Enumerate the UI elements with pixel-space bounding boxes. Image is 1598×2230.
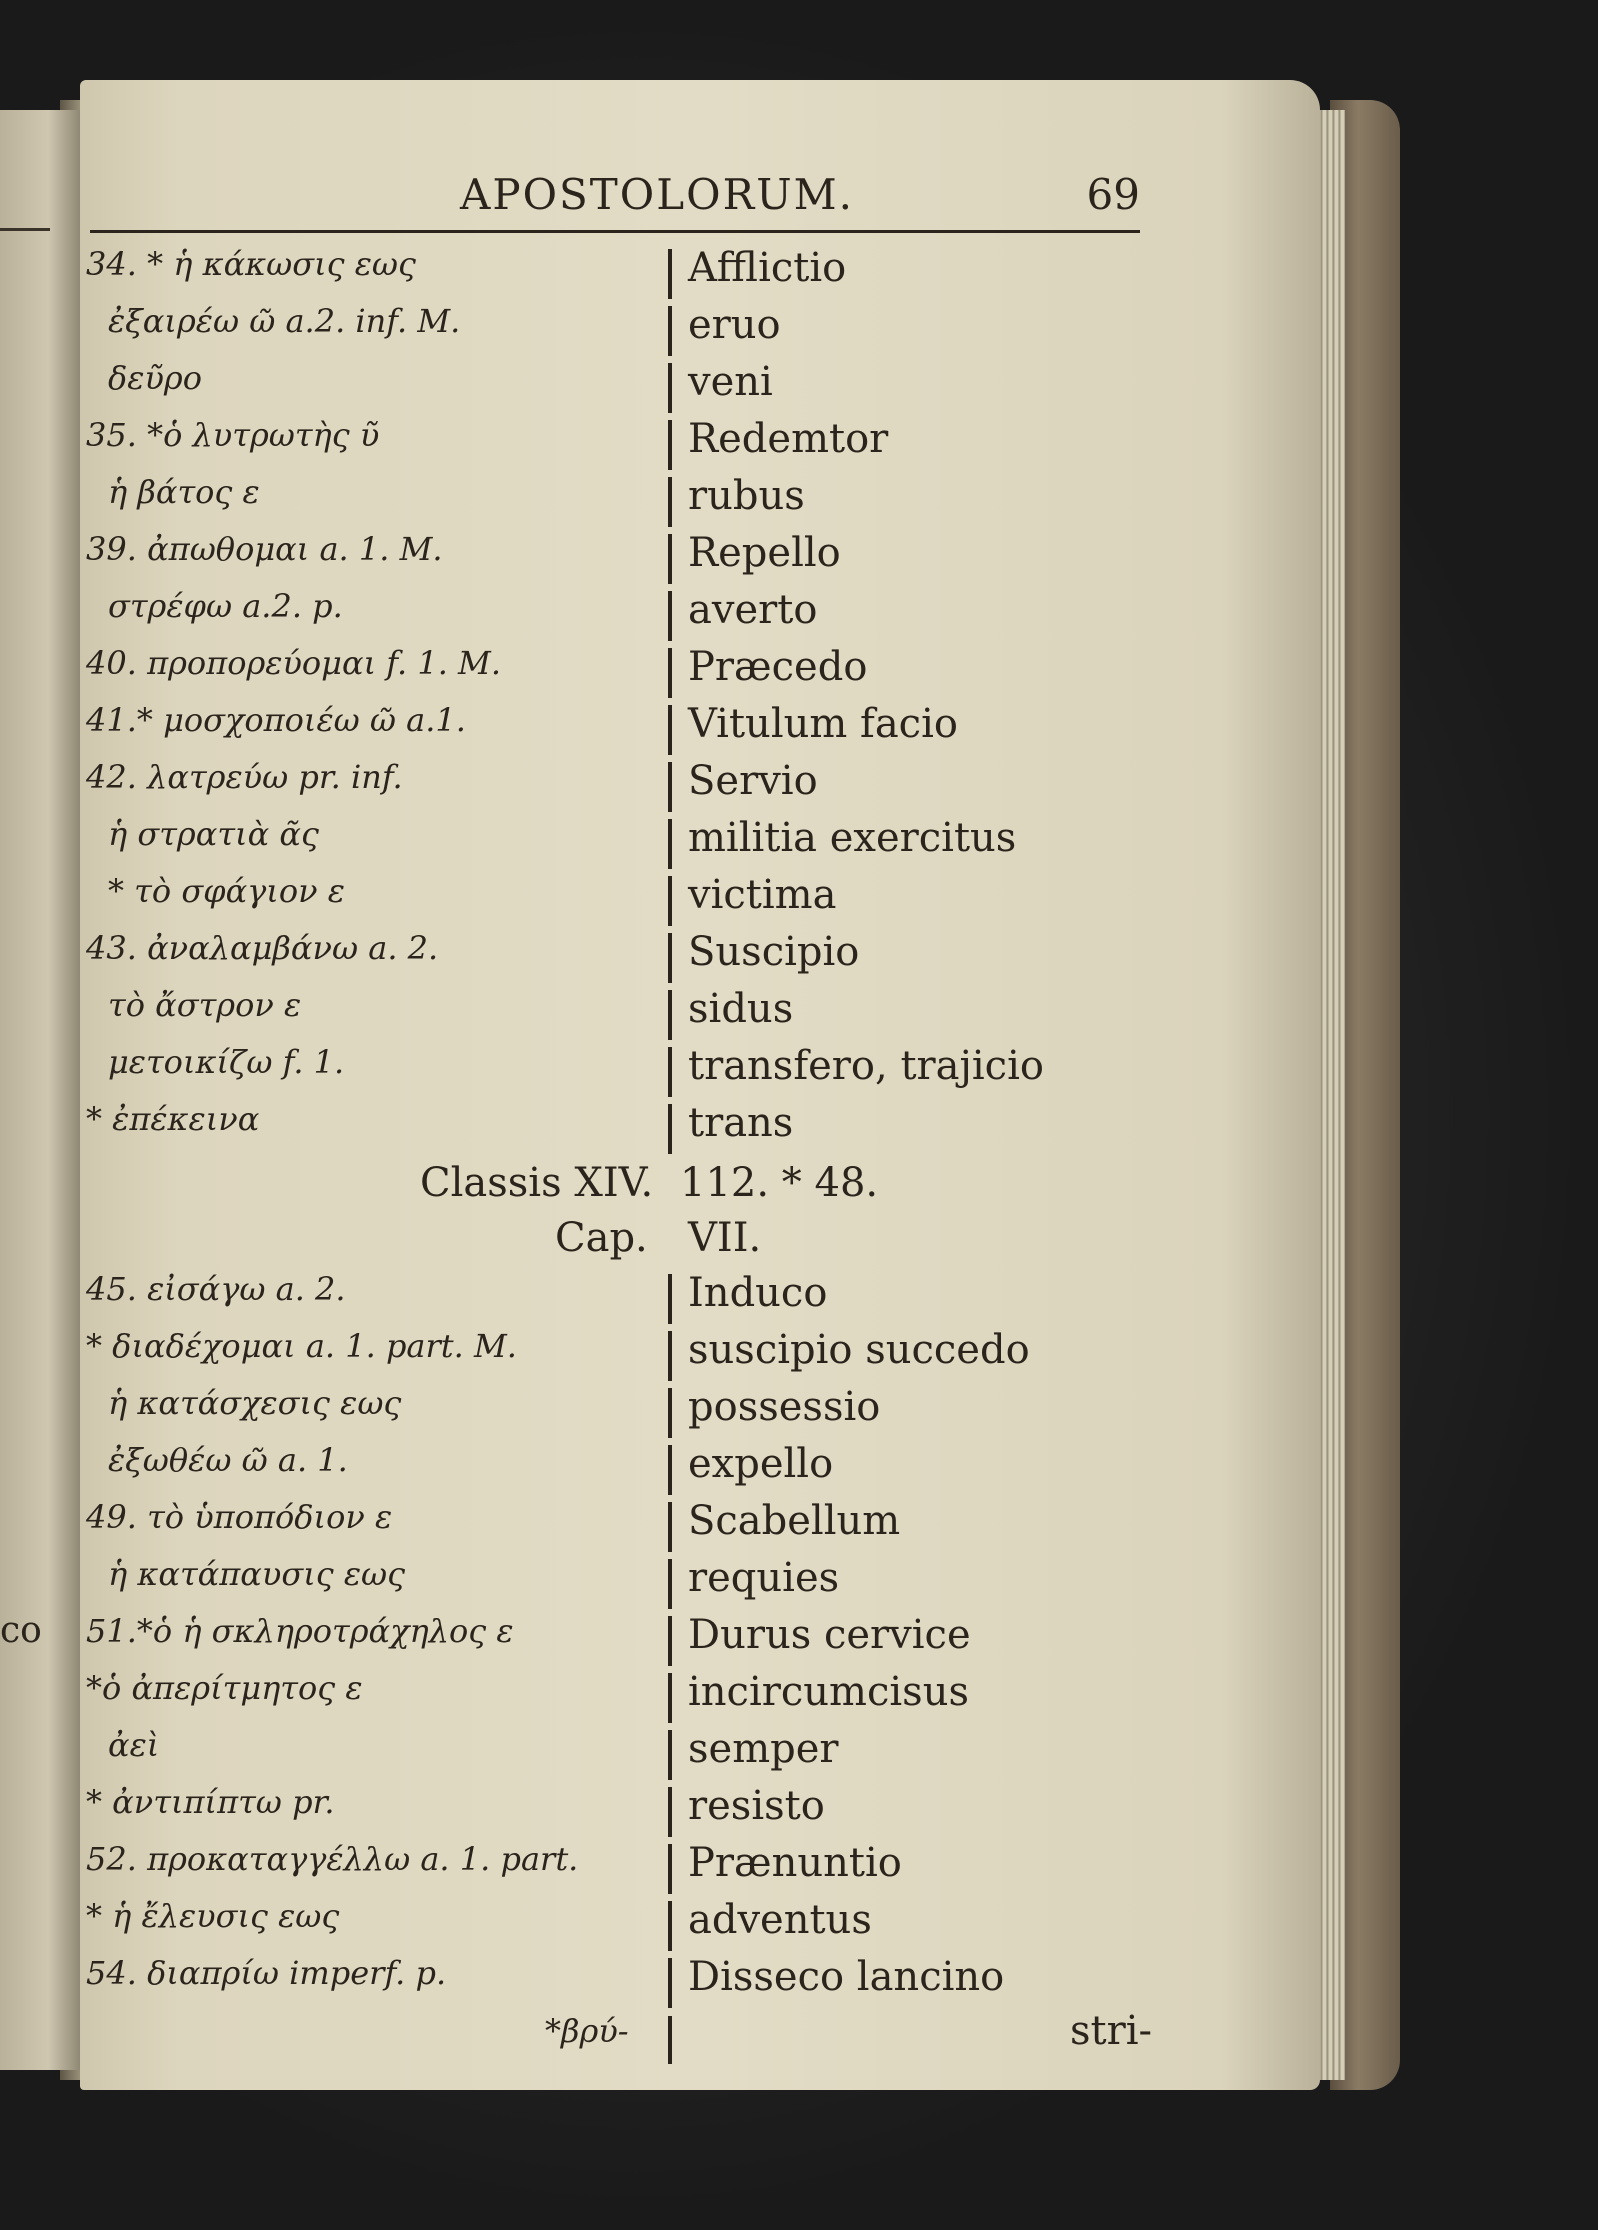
column-bar [668, 1104, 672, 1154]
greek-term: 45. εἰσάγω a. 2. [86, 1270, 346, 1308]
greek-term: * ἡ ἔλευσις εως [86, 1897, 340, 1935]
latin-gloss: militia exercitus [688, 815, 1017, 861]
column-bar [668, 990, 672, 1040]
column-bar [668, 1502, 672, 1552]
entry-row [0, 1384, 1598, 1440]
entry-row [0, 758, 1598, 814]
greek-term: 34. * ἡ κάκωσις εως [86, 245, 416, 283]
greek-term: τὸ ἄστρον ε [108, 986, 302, 1024]
latin-gloss: Scabellum [688, 1498, 901, 1544]
column-bar [668, 705, 672, 755]
entry-row [0, 1840, 1598, 1896]
catchword-latin: stri- [1070, 2008, 1153, 2054]
page-title: APOSTOLORUM. [460, 170, 854, 219]
greek-term: 40. προπορεύομαι f. 1. M. [86, 644, 501, 682]
greek-term: 39. ἀπωθομαι a. 1. M. [86, 530, 443, 568]
latin-gloss: eruo [688, 302, 781, 348]
entry-row [0, 416, 1598, 472]
class-count: 112. * 48. [680, 1160, 879, 1206]
latin-gloss: Vitulum facio [688, 701, 958, 747]
latin-gloss: veni [688, 359, 773, 405]
entry-row [0, 359, 1598, 415]
entry-row [0, 587, 1598, 643]
column-bar [668, 1844, 672, 1894]
entry-row [0, 473, 1598, 529]
column-bar [668, 591, 672, 641]
greek-term: 41.* μοσχοποιέω ῶ a.1. [86, 701, 466, 739]
column-bar [668, 1274, 672, 1324]
greek-term: 52. προκαταγγέλλω a. 1. part. [86, 1840, 579, 1878]
latin-gloss: requies [688, 1555, 840, 1601]
column-bar [668, 2016, 672, 2064]
entry-row [0, 1100, 1598, 1156]
column-bar [668, 477, 672, 527]
latin-gloss: transfero, trajicio [688, 1043, 1044, 1089]
column-bar [668, 933, 672, 983]
greek-term: *ὁ ἀπερίτμητος ε [86, 1669, 363, 1707]
latin-gloss: Præcedo [688, 644, 868, 690]
greek-term: 49. τὸ ὑποπόδιον ε [86, 1498, 393, 1536]
running-header [460, 160, 1140, 230]
entry-row [0, 1555, 1598, 1611]
greek-term: 54. διαπρίω imperf. p. [86, 1954, 447, 1992]
column-bar [668, 1331, 672, 1381]
latin-gloss: suscipio succedo [688, 1327, 1030, 1373]
greek-term: 43. ἀναλαμβάνω a. 2. [86, 929, 439, 967]
greek-term: * ἀντιπίπτω pr. [86, 1783, 335, 1821]
entry-row [0, 1043, 1598, 1099]
latin-gloss: Repello [688, 530, 841, 576]
latin-gloss: adventus [688, 1897, 872, 1943]
column-bar [668, 1559, 672, 1609]
latin-gloss: Induco [688, 1270, 828, 1316]
entry-row [0, 1783, 1598, 1839]
entry-row [0, 929, 1598, 985]
left-page-fragment: co [0, 1610, 42, 1651]
latin-gloss: rubus [688, 473, 805, 519]
column-bar [668, 1673, 672, 1723]
chapter-label: Cap. [555, 1215, 648, 1261]
entry-row [0, 1327, 1598, 1383]
column-bar [668, 819, 672, 869]
entry-row [0, 1897, 1598, 1953]
latin-gloss: Redemtor [688, 416, 889, 462]
column-bar [668, 1047, 672, 1097]
greek-term: ἡ κατάσχεσις εως [108, 1384, 402, 1422]
greek-term: στρέφω a.2. p. [108, 587, 343, 625]
latin-gloss: sidus [688, 986, 794, 1032]
column-bar [668, 249, 672, 299]
entry-row [0, 1669, 1598, 1725]
column-bar [668, 1616, 672, 1666]
latin-gloss: resisto [688, 1783, 825, 1829]
entry-row [0, 245, 1598, 301]
page-number: 69 [1086, 170, 1140, 219]
column-bar [668, 1445, 672, 1495]
column-bar [668, 306, 672, 356]
greek-term: ἐξαιρέω ῶ a.2. inf. M. [108, 302, 461, 340]
entry-row [0, 644, 1598, 700]
class-label: Classis XIV. [420, 1160, 654, 1206]
entry-row [0, 1612, 1598, 1668]
column-bar [668, 1787, 672, 1837]
catchword-greek: *βρύ- [545, 2012, 629, 2050]
latin-gloss: Prænuntio [688, 1840, 902, 1886]
entry-row [0, 1441, 1598, 1497]
greek-term: ἐξωθέω ῶ a. 1. [108, 1441, 348, 1479]
latin-gloss: Afflictio [688, 245, 847, 291]
greek-term: 35. *ὁ λυτρωτὴς ῦ [86, 416, 380, 454]
column-bar [668, 876, 672, 926]
entry-row [0, 1270, 1598, 1326]
entry-row [0, 302, 1598, 358]
greek-term: * τὸ σφάγιον ε [108, 872, 345, 910]
column-bar [668, 1730, 672, 1780]
greek-term: * ἐπέκεινα [86, 1100, 260, 1138]
greek-term: δεῦρο [108, 359, 202, 397]
latin-gloss: Durus cervice [688, 1612, 971, 1658]
latin-gloss: Disseco lancino [688, 1954, 1005, 2000]
column-bar [668, 762, 672, 812]
latin-gloss: averto [688, 587, 818, 633]
greek-term: ἡ βάτος ε [108, 473, 260, 511]
latin-gloss: possessio [688, 1384, 881, 1430]
latin-gloss: victima [688, 872, 837, 918]
column-bar [668, 534, 672, 584]
entry-row [0, 1954, 1598, 2010]
column-bar [668, 420, 672, 470]
entry-row [0, 1498, 1598, 1554]
latin-gloss: expello [688, 1441, 834, 1487]
greek-term: 42. λατρεύω pr. inf. [86, 758, 403, 796]
column-bar [668, 1388, 672, 1438]
latin-gloss: trans [688, 1100, 794, 1146]
entry-row [0, 530, 1598, 586]
column-bar [668, 648, 672, 698]
latin-gloss: incircumcisus [688, 1669, 969, 1715]
chapter-number: VII. [688, 1215, 762, 1261]
latin-gloss: semper [688, 1726, 839, 1772]
column-bar [668, 363, 672, 413]
entry-row [0, 701, 1598, 757]
greek-term: ἡ στρατιὰ ᾶς [108, 815, 319, 853]
header-rule [90, 230, 1140, 233]
entry-row [0, 986, 1598, 1042]
greek-term: ἀεὶ [108, 1726, 160, 1764]
entry-row [0, 815, 1598, 871]
left-page-rule [0, 228, 50, 231]
greek-term: * διαδέχομαι a. 1. part. M. [86, 1327, 517, 1365]
entry-row [0, 872, 1598, 928]
greek-term: 51.*ὁ ἡ σκληροτράχηλος ε [86, 1612, 514, 1650]
greek-term: μετοικίζω f. 1. [108, 1043, 345, 1081]
latin-gloss: Suscipio [688, 929, 860, 975]
latin-gloss: Servio [688, 758, 818, 804]
column-bar [668, 1958, 672, 2008]
column-bar [668, 1901, 672, 1951]
entry-row [0, 1726, 1598, 1782]
greek-term: ἡ κατάπαυσις εως [108, 1555, 406, 1593]
